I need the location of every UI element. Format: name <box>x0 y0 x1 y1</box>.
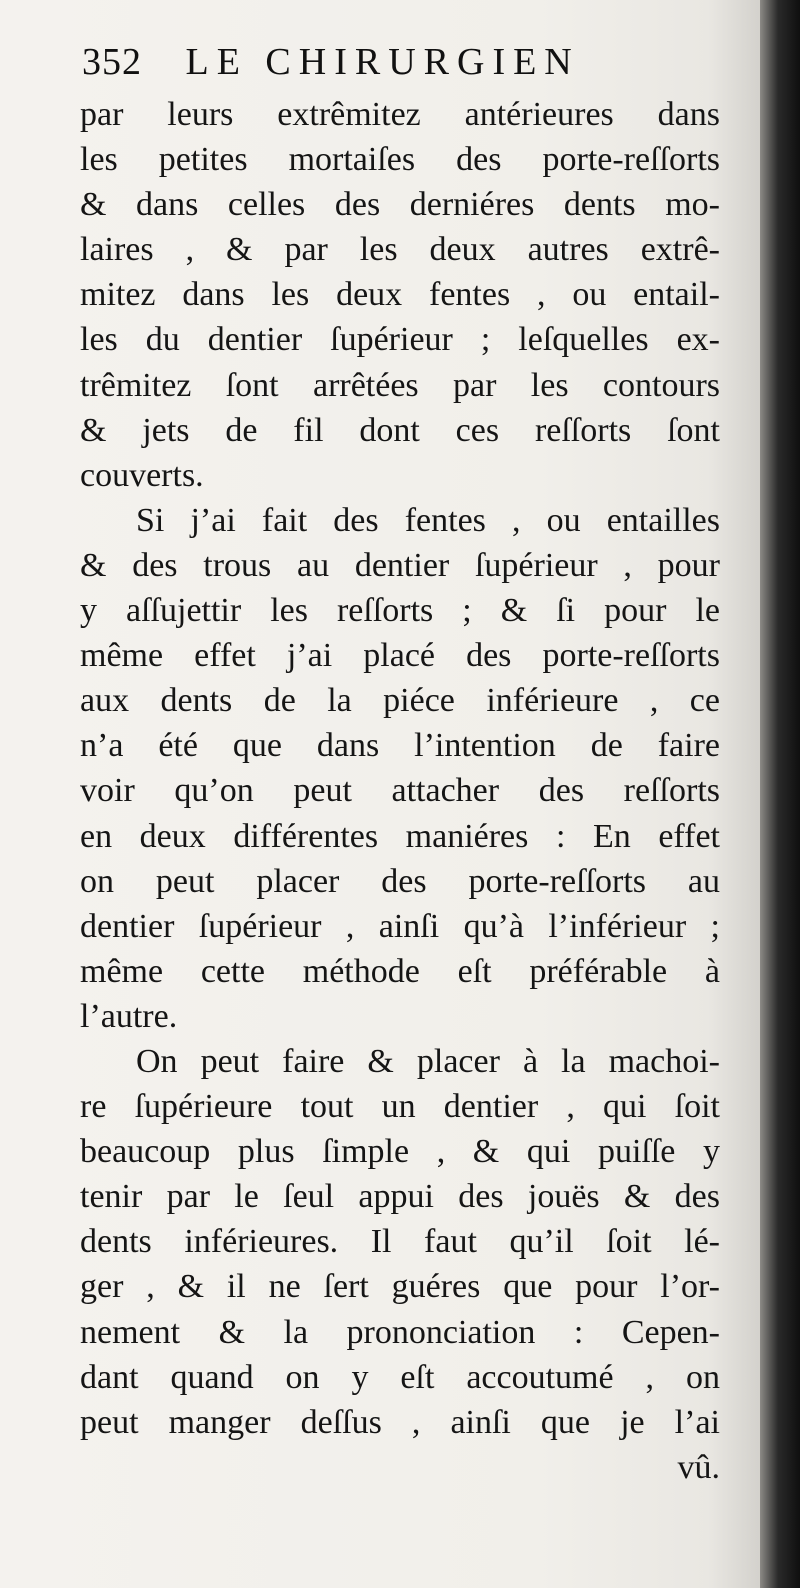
text-line: re ſupérieure tout un dentier , qui ſoit <box>80 1088 720 1126</box>
text-line: même cette méthode eſt préférable à <box>80 952 720 990</box>
text-line: en deux différentes maniéres : En effet <box>80 817 720 855</box>
text-line: ger , & il ne ſert guéres que pour l’or- <box>80 1268 720 1306</box>
running-title: LE CHIRURGIEN <box>185 41 580 83</box>
text-line: y aſſujettir les reſſorts ; & ſi pour le <box>80 592 720 630</box>
text-line: même effet j’ai placé des porte-reſſorts <box>80 637 720 675</box>
text-line: les petites mortaiſes des porte-reſſorts <box>80 141 720 179</box>
running-head <box>82 40 722 100</box>
text-line: tenir par le ſeul appui des jouës & des <box>80 1178 720 1216</box>
text-line: & des trous au dentier ſupérieur , pour <box>80 546 720 584</box>
text-line: n’a été que dans l’intention de faire <box>80 727 720 765</box>
text-line: peut manger deſſus , ainſi que je l’ai <box>80 1403 720 1441</box>
text-line: & jets de fil dont ces reſſorts ſont <box>80 411 720 449</box>
text-line: nement & la prononciation : Cepen- <box>80 1313 720 1351</box>
text-line: beaucoup plus ſimple , & qui puiſſe y <box>80 1133 720 1171</box>
body-text <box>80 92 720 1490</box>
text-line: vû. <box>677 1448 720 1486</box>
page-number: 352 <box>82 41 142 83</box>
paragraph-start-line: Si j’ai fait des fentes , ou entailles <box>136 501 720 539</box>
text-line: dents inférieures. Il faut qu’il ſoit lé- <box>80 1223 720 1261</box>
text-line: trêmitez ſont arrêtées par les contours <box>80 366 720 404</box>
text-line: aux dents de la piéce inférieure , ce <box>80 682 720 720</box>
text-line: voir qu’on peut attacher des reſſorts <box>80 772 720 810</box>
text-line: mitez dans les deux fentes , ou entail- <box>80 276 720 314</box>
page-edge-shadow <box>760 0 800 1588</box>
text-line: par leurs extrêmitez antérieures dans <box>80 96 720 133</box>
text-line: les du dentier ſupérieur ; leſquelles ex- <box>80 321 720 359</box>
text-line: laires , & par les deux autres extrê- <box>80 231 720 269</box>
text-line: couverts. <box>80 456 204 494</box>
text-line: & dans celles des derniéres dents mo- <box>80 186 720 224</box>
text-line: on peut placer des porte-reſſorts au <box>80 862 720 900</box>
text-line: dant quand on y eſt accoutumé , on <box>80 1358 720 1396</box>
text-line: dentier ſupérieur , ainſi qu’à l’inférieur ; <box>80 907 720 945</box>
text-line: l’autre. <box>80 997 178 1035</box>
paragraph-start-line: On peut faire & placer à la machoi- <box>136 1042 720 1080</box>
